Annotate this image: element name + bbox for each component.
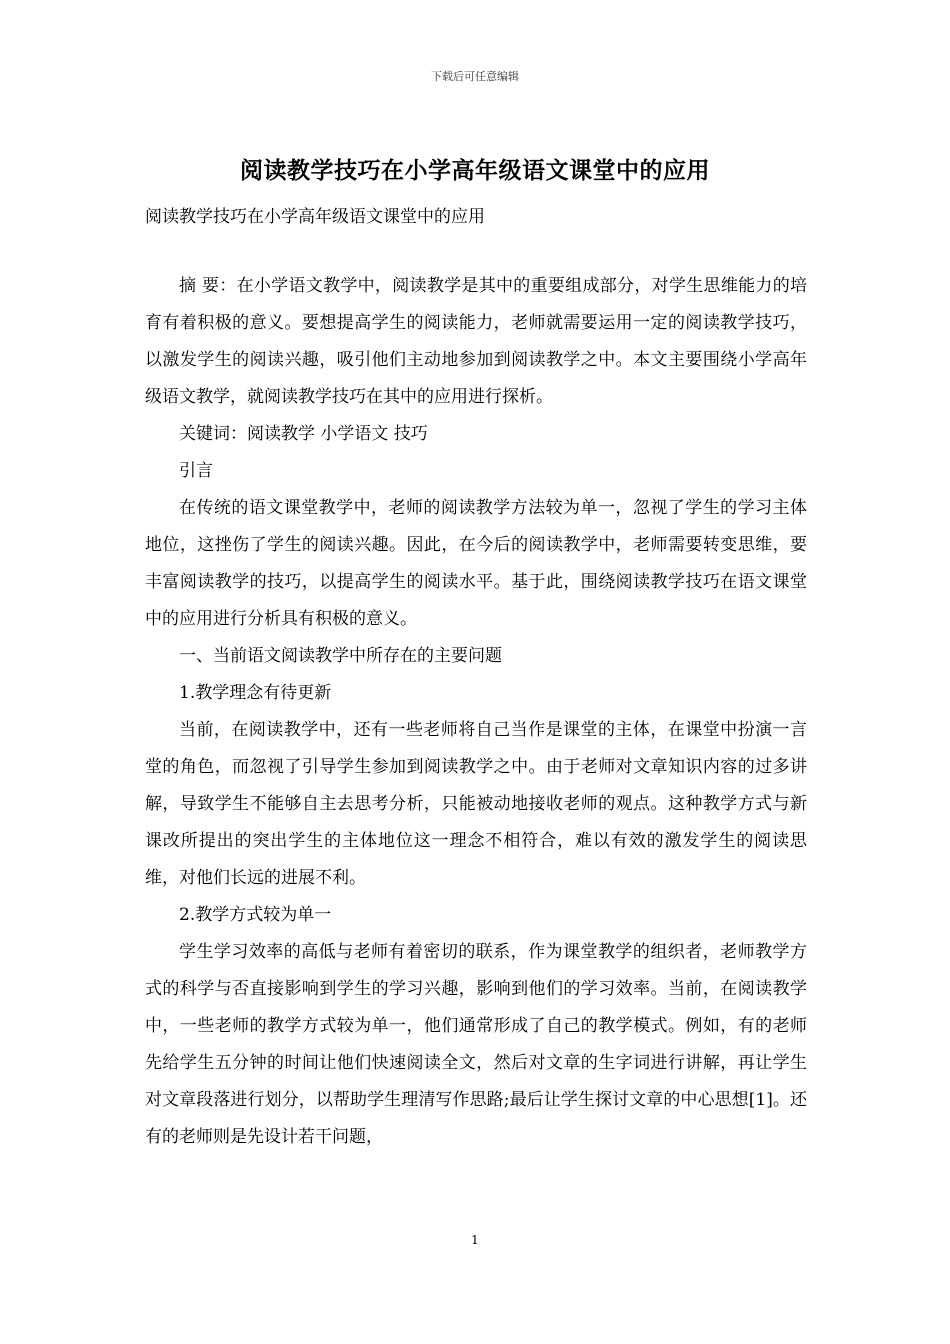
document-body [145,268,807,1156]
document-title: 阅读教学技巧在小学高年级语文课堂中的应用 [240,157,710,184]
subsection-heading-1: 1.教学理念有待更新 [179,683,332,703]
abstract-paragraph: 摘 要：在小学语文教学中，阅读教学是其中的重要组成部分，对学生思维能力的培育有着积极的意义。要想提高学生的阅读能力，老师就需要运用一定的阅读教学技巧，以激发学生的阅读兴趣，吸引他们主动地参加到阅读教学之中。本文主要围绕小学高年级语文教学，就阅读教学技巧在其中的应用进行探析。 [145,276,807,407]
header-note: 下载后可任意编辑 [431,70,519,83]
document-subtitle: 阅读教学技巧在小学高年级语文课堂中的应用 [145,207,485,227]
introduction-heading: 引言 [179,461,213,481]
body-paragraph: 当前，在阅读教学中，还有一些老师将自己当作是课堂的主体，在课堂中扮演一言堂的角色，而忽视了引导学生参加到阅读教学之中。由于老师对文章知识内容的过多讲解，导致学生不能够自主去思考分析，只能被动地接收老师的观点。这种教学方式与新课改所提出的突出学生的主体地位这一理念不相符合，难以有效的激发学生的阅读思维，对他们长远的进展不利。 [145,720,807,888]
section-heading-1: 一、当前语文阅读教学中所存在的主要问题 [179,646,502,666]
introduction-paragraph: 在传统的语文课堂教学中，老师的阅读教学方法较为单一，忽视了学生的学习主体地位，这挫伤了学生的阅读兴趣。因此，在今后的阅读教学中，老师需要转变思维，要丰富阅读教学的技巧，以提高学生的阅读水平。基于此，围绕阅读教学技巧在语文课堂中的应用进行分析具有积极的意义。 [145,498,807,629]
keywords-paragraph: 关键词：阅读教学 小学语文 技巧 [179,424,428,444]
page-number: 1 [471,1233,479,1247]
body-paragraph: 学生学习效率的高低与老师有着密切的联系，作为课堂教学的组织者，老师教学方式的科学与否直接影响到学生的学习兴趣，影响到他们的学习效率。当前，在阅读教学中，一些老师的教学方式较为单一，他们通常形成了自己的教学模式。例如，有的老师先给学生五分钟的时间让他们快速阅读全文，然后对文章的生字词进行讲解，再让学生对文章段落进行划分，以帮助学生理清写作思路;最后让学生探讨文章的中心思想[1]。还有的老师则是先设计若干问题， [145,942,807,1147]
subsection-heading-2: 2.教学方式较为单一 [179,905,332,925]
